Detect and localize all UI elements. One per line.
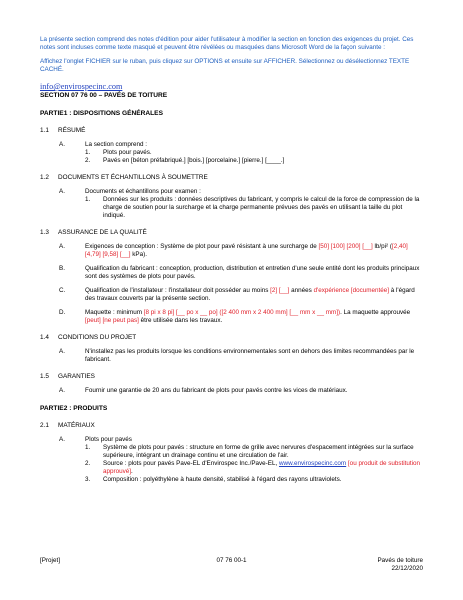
footer-page-number: 07 76 00-1: [216, 557, 247, 564]
part-1-heading: PARTIE1 : DISPOSITIONS GÉNÉRALES: [40, 110, 163, 117]
sub-2-1-a-2: 2. Source : plots pour pavés Pave-EL d'Envirospec Inc./Pave-EL, www.envirospecinc.com [ou produit de substitution approuvé].: [85, 460, 421, 475]
website-link[interactable]: www.envirospecinc.com: [278, 460, 347, 467]
footer-title-date: Pavés de toiture 22/12/2020: [377, 557, 423, 572]
sub-1-1-a-1: 1. Plots pour pavés.: [85, 149, 152, 156]
heading-1-1: 1.1 RÉSUMÉ: [40, 127, 86, 134]
heading-1-4: 1.4 CONDITIONS DU PROJET: [40, 334, 137, 341]
para-1-4-a: A. N'installez pas les produits lorsque les conditions environnementales sont en dehors des limites recommandées par le fabricant.: [59, 348, 415, 363]
footer-project: [Projet]: [40, 557, 60, 564]
para-1-3-b: B. Qualification du fabricant : conception, production, distribution et entretien d'une seule entité dont les produits principaux sont des systèmes de plots pour pavés.: [59, 265, 420, 280]
para-1-5-a: A. Fournir une garantie de 20 ans du fabricant de plots pour pavés contre les vices de matériaux.: [59, 387, 348, 394]
sub-2-1-a-1: 1. Système de plots pour pavés : structure en forme de grille avec nervures d'espacement intégrées sur la surface supérieure, intégrant un drainage continu et une circulation de l'air.: [85, 444, 414, 459]
sub-2-1-a-3: 3. Composition : polyéthylène à haute densité, stabilisé à l'égard des rayons ultraviolets.: [85, 476, 342, 483]
editing-note-1: La présente section comprend des notes d'édition pour aider l'utilisateur à modifier la section en fonction des exigences du projet. Ces notes sont incluses comme texte masqué et peuvent être révélées ou masquées dans Microsoft Word de la façon suivante :: [40, 36, 414, 51]
para-1-3-c: C. Qualification de l'installateur : l'installateur doit posséder au moins [2] [__] années d'expérience [documentée] à l'égard des travaux couverts par la présente section.: [59, 287, 415, 302]
heading-2-1: 2.1 MATÉRIAUX: [40, 422, 95, 429]
para-2-1-a: A. Plots pour pavés: [59, 436, 132, 443]
para-1-2-a: A. Documents et échantillons pour examen :: [59, 188, 201, 195]
para-1-1-a: A. La section comprend :: [59, 141, 147, 148]
editing-note-2: Affichez l'onglet FICHIER sur le ruban, puis cliquez sur OPTIONS et ensuite sur AFFICHER. Sélectionnez ou désélectionnez TEXTE CACHÉ.: [40, 58, 410, 73]
part-2-heading: PARTIE2 : PRODUITS: [40, 405, 108, 412]
sub-1-1-a-2: 2. Pavés en [béton préfabriqué.] [bois.] [porcelaine.] [pierre.] [____.]: [85, 157, 285, 164]
para-1-3-a: A. Exigences de conception : Système de plot pour pavé résistant à une surcharge de [50] [100] [200] [__] lb/pi² ([2,40] [4,79] [9,58] [__] kPa).: [59, 243, 408, 258]
section-title: SECTION 07 76 00 – PAVÉS DE TOITURE: [40, 92, 168, 99]
sub-1-2-a-1: 1. Données sur les produits : données descriptives du fabricant, y compris le calcul de la force de compression de la charge de soutien pour la surcharge et la charge permanente prévues des pavés en utilisant la taille du plot indiqué.: [85, 196, 420, 219]
heading-1-2: 1.2 DOCUMENTS ET ÉCHANTILLONS À SOUMETTRE: [40, 174, 208, 181]
para-1-3-d: D. Maquette : minimum [8 pi x 8 pi] [__ po x __ po] ([2 400 mm x 2 400 mm] [__ mm x __ mm]). La maquette approuvée [peut] [ne peut pas] être utilisée dans les travaux.: [59, 309, 411, 324]
heading-1-5: 1.5 GARANTIES: [40, 373, 95, 380]
email-link[interactable]: info@envirospecinc.com: [40, 82, 123, 91]
heading-1-3: 1.3 ASSURANCE DE LA QUALITÉ: [40, 229, 147, 236]
